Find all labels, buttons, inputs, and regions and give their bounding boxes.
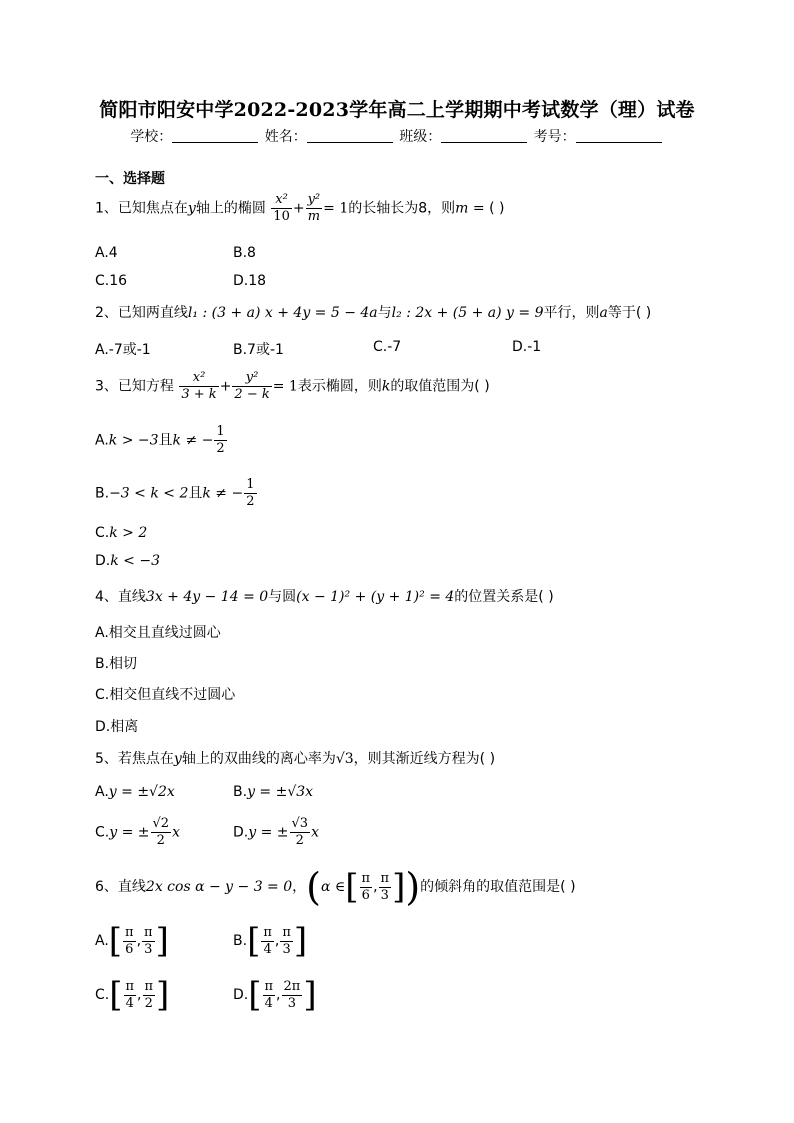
q1-var: m xyxy=(455,200,469,217)
student-info-line xyxy=(0,126,794,146)
q5-option-d[interactable]: D.y = ± $\frac{√3}{2}$ x xyxy=(233,816,319,848)
question-5: 5、若焦点在y轴上的双曲线的离心率为√3，则其渐近线方程为( ) xyxy=(95,751,496,767)
q1-option-a[interactable]: A.4 xyxy=(95,245,118,261)
name-label: 姓名： xyxy=(264,129,307,145)
q2-line-2: l₂ : 2x + (5 + a) y = 9 xyxy=(391,305,544,321)
question-3: 3、已知方程 $\frac{\text{x²}}{3 + k}$ + $\frac{\text{y²}}{2 - k}$ = 1表示椭圆，则k的取值范围为( ) xyxy=(95,370,490,402)
q1-frac-2: $\frac{\text{y²}}{m}$ xyxy=(307,192,321,224)
q6-option-b[interactable]: B.[ $\frac{\pi}{4}$ , $\frac{\pi}{3}$ ] xyxy=(233,921,308,961)
number-blank[interactable] xyxy=(576,129,662,143)
q1-option-c[interactable]: C.16 xyxy=(95,273,128,289)
class-blank[interactable] xyxy=(441,129,527,143)
question-1 xyxy=(95,192,504,225)
q6-option-c[interactable]: C.[ $\frac{\pi}{4}$ , $\frac{\pi}{2}$ ] xyxy=(95,975,170,1015)
q1-text-post: 的长轴长为8，则 xyxy=(348,200,456,217)
q3-option-b[interactable]: B.−3 < k < 2且k ≠ − $\frac{1}{2}$ xyxy=(95,477,255,509)
q6-option-d[interactable]: D.[ $\frac{\pi}{4}$ , $\frac{2\pi}{3}$ ] xyxy=(233,975,317,1015)
q3-option-a[interactable]: A.k > −3且k ≠ − $\frac{1}{2}$ xyxy=(95,424,225,456)
q2-option-c[interactable]: C.-7 xyxy=(373,339,402,355)
q3-frac-1: $\frac{\text{x²}}{3 + k}$ xyxy=(181,370,217,402)
q2-option-a[interactable]: A.-7或-1 xyxy=(95,342,151,358)
q2-option-d[interactable]: D.-1 xyxy=(512,339,542,355)
q1-plus: + xyxy=(292,200,305,217)
q5-option-c[interactable]: C.y = ± $\frac{√2}{2}$ x xyxy=(95,816,180,848)
q4-circle: (x − 1)² + (y + 1)² = 4 xyxy=(296,589,455,605)
q1-text-mid: 轴上的椭圆 xyxy=(195,200,266,217)
q4-option-a[interactable]: A.相交且直线过圆心 xyxy=(95,625,221,641)
q1-end: = ( ) xyxy=(472,200,505,217)
page-title: 简阳市阳安中学2022-2023学年高二上学期期中考试数学（理）试卷 xyxy=(99,99,695,121)
name-blank[interactable] xyxy=(307,129,393,143)
q1-text: 1、已知焦点在 xyxy=(95,200,188,217)
number-label: 考号： xyxy=(533,129,576,145)
q2-option-b[interactable]: B.7或-1 xyxy=(233,342,284,358)
q2-line-1: l₁ : (3 + a) x + 4y = 5 − 4a xyxy=(187,305,378,321)
q4-option-d[interactable]: D.相离 xyxy=(95,719,139,735)
q1-option-d[interactable]: D.18 xyxy=(233,273,267,289)
q5-eccentricity: √3 xyxy=(335,751,354,767)
q3-frac-2: $\frac{\text{y²}}{2 - k}$ xyxy=(234,370,270,402)
q4-line: 3x + 4y − 14 = 0 xyxy=(145,589,269,605)
q4-option-c[interactable]: C.相交但直线不过圆心 xyxy=(95,687,236,703)
q1-eq: = 1 xyxy=(323,200,349,217)
school-blank[interactable] xyxy=(172,129,258,143)
q3-option-c[interactable]: C.k > 2 xyxy=(95,525,148,541)
class-label: 班级： xyxy=(399,129,442,145)
q3-option-d[interactable]: D.k < −3 xyxy=(95,553,160,569)
q6-line: 2x cos α − y − 3 = 0 xyxy=(145,879,293,895)
q1-option-b[interactable]: B.8 xyxy=(233,245,256,261)
q6-option-a[interactable]: A.[ $\frac{\pi}{6}$ , $\frac{\pi}{3}$ ] xyxy=(95,921,169,961)
q5-option-b[interactable]: B.y = ±√3x xyxy=(233,784,314,800)
school-label: 学校： xyxy=(130,129,173,145)
q5-option-a[interactable]: A.y = ±√2x xyxy=(95,784,175,800)
q4-option-b[interactable]: B.相切 xyxy=(95,656,138,672)
section-title: 一、选择题 xyxy=(95,171,165,187)
question-6: 6、直线2x cos α − y − 3 = 0，(α ∈[ $\frac{\pi}{6}$ , $\frac{\pi}{3}$ ])的倾斜角的取值范围是( ) xyxy=(95,865,576,909)
q1-frac-1: $\frac{\text{x²}}{10}$ xyxy=(273,192,290,224)
q1-axis: y xyxy=(187,200,196,217)
question-4: 4、直线3x + 4y − 14 = 0与圆(x − 1)² + (y + 1)² = 4的位置关系是( ) xyxy=(95,589,554,605)
question-2: 2、已知两直线l₁ : (3 + a) x + 4y = 5 − 4a与l₂ : 2x + (5 + a) y = 9平行，则a等于( ) xyxy=(95,305,652,321)
